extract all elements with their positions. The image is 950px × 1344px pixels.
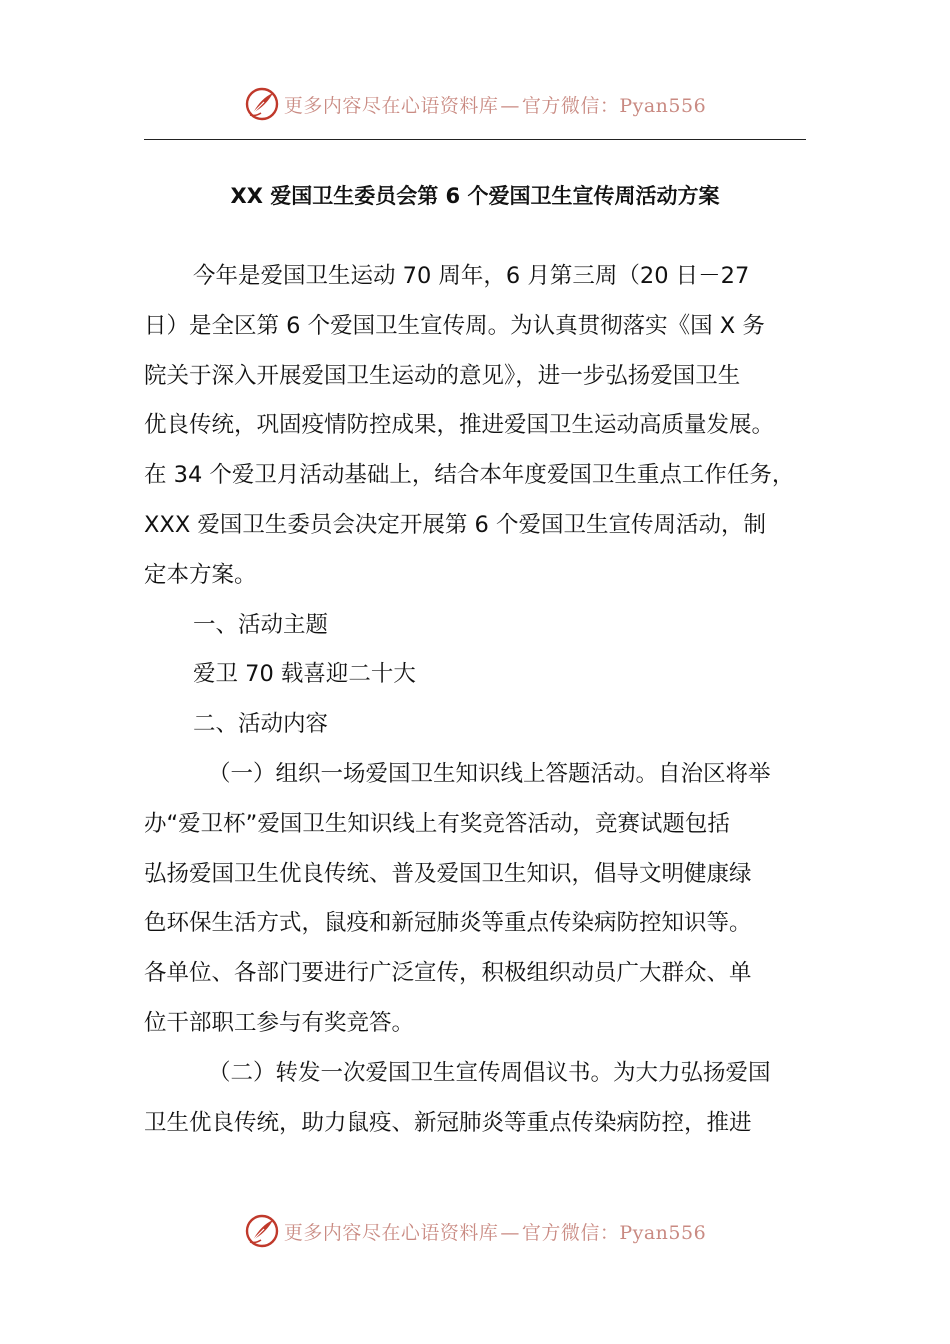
header-rule xyxy=(144,139,806,140)
quill-logo-icon xyxy=(244,1213,280,1249)
body-line: （一）组织一场爱国卫生知识线上答题活动。自治区将举 xyxy=(208,760,771,787)
banner-text xyxy=(284,1218,706,1245)
theme-text: 爱卫 70 载喜迎二十大 xyxy=(193,661,416,688)
body-line: 院关于深入开展爱国卫生运动的意见》，进一步弘扬爱国卫生 xyxy=(144,362,741,389)
body-line: 色环保生活方式，鼠疫和新冠肺炎等重点传染病防控知识等。 xyxy=(144,910,752,937)
body-line: 日）是全区第 6 个爱国卫生宣传周。为认真贯彻落实《国 X 务 xyxy=(144,312,765,339)
footer-banner xyxy=(0,1211,950,1251)
body-line: 定本方案。 xyxy=(144,561,257,588)
body-line: 今年是爱国卫生运动 70 周年，6 月第三周（20 日－27 xyxy=(193,263,750,289)
body-line: 优良传统，巩固疫情防控成果，推进爱国卫生运动高质量发展。 xyxy=(144,412,775,439)
document-title: XX 爱国卫生委员会第 6 个爱国卫生宣传周活动方案 xyxy=(230,184,720,208)
body-line: 各单位、各部门要进行广泛宣传，积极组织动员广大群众、单 xyxy=(144,960,752,987)
banner-separator: — xyxy=(500,94,520,117)
section-heading-theme: 一、活动主题 xyxy=(193,611,329,638)
banner-text xyxy=(284,91,706,118)
quill-logo-icon xyxy=(244,86,280,122)
body-line: 卫生优良传统，助力鼠疫、新冠肺炎等重点传染病防控，推进 xyxy=(144,1109,752,1136)
body-line: 弘扬爱国卫生优良传统、普及爱国卫生知识，倡导文明健康绿 xyxy=(144,860,752,887)
body-line: 位干部职工参与有奖竞答。 xyxy=(144,1009,415,1036)
body-line: 办“爱卫杯”爱国卫生知识线上有奖竞答活动，竞赛试题包括 xyxy=(144,810,730,837)
section-heading-content: 二、活动内容 xyxy=(193,711,329,738)
body-line: （二）转发一次爱国卫生宣传周倡议书。为大力弘扬爱国 xyxy=(208,1059,771,1086)
banner-tagline: 更多内容尽在心语资料库 xyxy=(283,1221,499,1244)
banner-separator: — xyxy=(500,1221,520,1244)
body-line: 在 34 个爱卫月活动基础上，结合本年度爱国卫生重点工作任务， xyxy=(144,462,795,489)
banner-wechat: 官方微信：Pyan556 xyxy=(521,94,707,117)
banner-wechat: 官方微信：Pyan556 xyxy=(521,1221,707,1244)
header-banner xyxy=(0,84,950,124)
body-line: XXX 爱国卫生委员会决定开展第 6 个爱国卫生宣传周活动，制 xyxy=(144,511,767,538)
banner-tagline: 更多内容尽在心语资料库 xyxy=(283,94,499,117)
document-body xyxy=(144,252,824,1148)
